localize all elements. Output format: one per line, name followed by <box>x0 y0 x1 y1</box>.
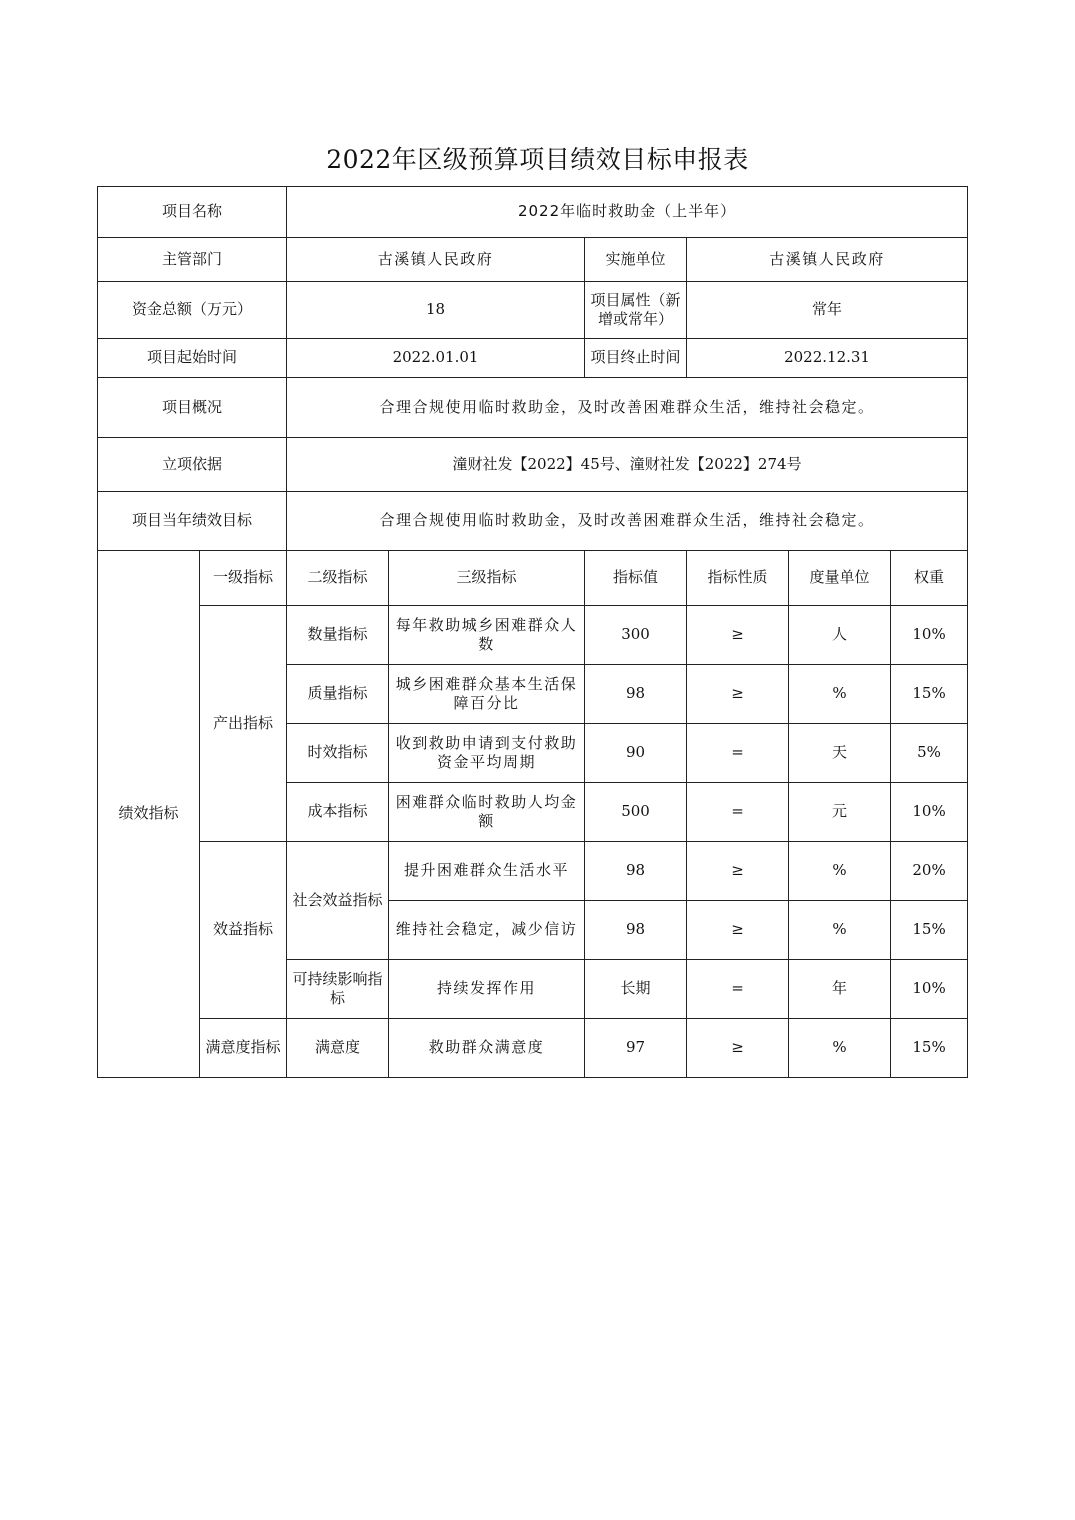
indicator-weight: 10% <box>891 606 968 665</box>
indicator-unit: 年 <box>789 960 891 1019</box>
indicator-value: 98 <box>585 665 687 724</box>
page-title: 2022年区级预算项目绩效目标申报表 <box>326 145 749 174</box>
level1-output: 产出指标 <box>200 606 287 842</box>
header-level2: 二级指标 <box>287 551 389 606</box>
header-value: 指标值 <box>585 551 687 606</box>
row-dates <box>98 339 968 378</box>
indicator-header-row <box>98 551 968 606</box>
start-label: 项目起始时间 <box>98 339 287 378</box>
header-nature: 指标性质 <box>687 551 789 606</box>
level2-quality: 质量指标 <box>287 665 389 724</box>
indicator-name: 维持社会稳定，减少信访 <box>389 901 585 960</box>
start-value: 2022.01.01 <box>287 339 585 378</box>
header-level1: 一级指标 <box>200 551 287 606</box>
indicator-weight: 15% <box>891 1019 968 1078</box>
overview-label: 项目概况 <box>98 378 287 438</box>
performance-target-table <box>97 186 968 1078</box>
level2-satisfaction: 满意度 <box>287 1019 389 1078</box>
indicator-value: 长期 <box>585 960 687 1019</box>
goal-label: 项目当年绩效目标 <box>98 492 287 551</box>
impl-value: 古溪镇人民政府 <box>687 238 968 282</box>
header-level3: 三级指标 <box>389 551 585 606</box>
level2-social-benefit: 社会效益指标 <box>287 842 389 960</box>
level2-cost: 成本指标 <box>287 783 389 842</box>
project-name-label: 项目名称 <box>98 187 287 238</box>
funds-label: 资金总额（万元） <box>98 282 287 339</box>
indicator-nature: = <box>687 724 789 783</box>
indicator-unit: % <box>789 901 891 960</box>
indicator-value: 500 <box>585 783 687 842</box>
indicator-unit: % <box>789 1019 891 1078</box>
row-goal <box>98 492 968 551</box>
row-overview <box>98 378 968 438</box>
indicator-value: 90 <box>585 724 687 783</box>
indicator-nature: ≥ <box>687 842 789 901</box>
dept-label: 主管部门 <box>98 238 287 282</box>
row-funds <box>98 282 968 339</box>
table-row <box>98 1019 968 1078</box>
level2-timeliness: 时效指标 <box>287 724 389 783</box>
indicator-nature: = <box>687 783 789 842</box>
basis-value: 潼财社发【2022】45号、潼财社发【2022】274号 <box>287 438 968 492</box>
indicator-value: 97 <box>585 1019 687 1078</box>
level1-benefit: 效益指标 <box>200 842 287 1019</box>
indicator-name: 提升困难群众生活水平 <box>389 842 585 901</box>
end-value: 2022.12.31 <box>687 339 968 378</box>
table-row <box>98 606 968 665</box>
indicator-weight: 10% <box>891 960 968 1019</box>
indicator-name: 持续发挥作用 <box>389 960 585 1019</box>
indicator-nature: = <box>687 960 789 1019</box>
indicator-value: 98 <box>585 842 687 901</box>
level2-quantity: 数量指标 <box>287 606 389 665</box>
overview-value: 合理合规使用临时救助金，及时改善困难群众生活，维持社会稳定。 <box>287 378 968 438</box>
indicator-name: 每年救助城乡困难群众人数 <box>389 606 585 665</box>
dept-value: 古溪镇人民政府 <box>287 238 585 282</box>
indicator-name: 收到救助申请到支付救助资金平均周期 <box>389 724 585 783</box>
row-department <box>98 238 968 282</box>
indicator-nature: ≥ <box>687 665 789 724</box>
attr-value: 常年 <box>687 282 968 339</box>
row-basis <box>98 438 968 492</box>
basis-label: 立项依据 <box>98 438 287 492</box>
indicator-name: 城乡困难群众基本生活保障百分比 <box>389 665 585 724</box>
row-project-name <box>98 187 968 238</box>
level2-sustainability: 可持续影响指标 <box>287 960 389 1019</box>
indicator-nature: ≥ <box>687 1019 789 1078</box>
indicator-unit: 天 <box>789 724 891 783</box>
impl-label: 实施单位 <box>585 238 687 282</box>
indicator-weight: 5% <box>891 724 968 783</box>
goal-value: 合理合规使用临时救助金，及时改善困难群众生活，维持社会稳定。 <box>287 492 968 551</box>
indicator-unit: % <box>789 842 891 901</box>
attr-label: 项目属性（新增或常年） <box>585 282 687 339</box>
indicators-section-label: 绩效指标 <box>98 551 200 1078</box>
indicator-name: 救助群众满意度 <box>389 1019 585 1078</box>
indicator-weight: 15% <box>891 665 968 724</box>
indicator-weight: 10% <box>891 783 968 842</box>
indicator-unit: % <box>789 665 891 724</box>
indicator-value: 98 <box>585 901 687 960</box>
indicator-unit: 元 <box>789 783 891 842</box>
indicator-value: 300 <box>585 606 687 665</box>
indicator-name: 困难群众临时救助人均金额 <box>389 783 585 842</box>
indicator-nature: ≥ <box>687 901 789 960</box>
funds-value: 18 <box>287 282 585 339</box>
level1-satisfaction: 满意度指标 <box>200 1019 287 1078</box>
project-name-value: 2022年临时救助金（上半年） <box>287 187 968 238</box>
table-row <box>98 842 968 901</box>
indicator-weight: 20% <box>891 842 968 901</box>
indicator-weight: 15% <box>891 901 968 960</box>
header-weight: 权重 <box>891 551 968 606</box>
indicator-unit: 人 <box>789 606 891 665</box>
indicator-nature: ≥ <box>687 606 789 665</box>
header-unit: 度量单位 <box>789 551 891 606</box>
end-label: 项目终止时间 <box>585 339 687 378</box>
